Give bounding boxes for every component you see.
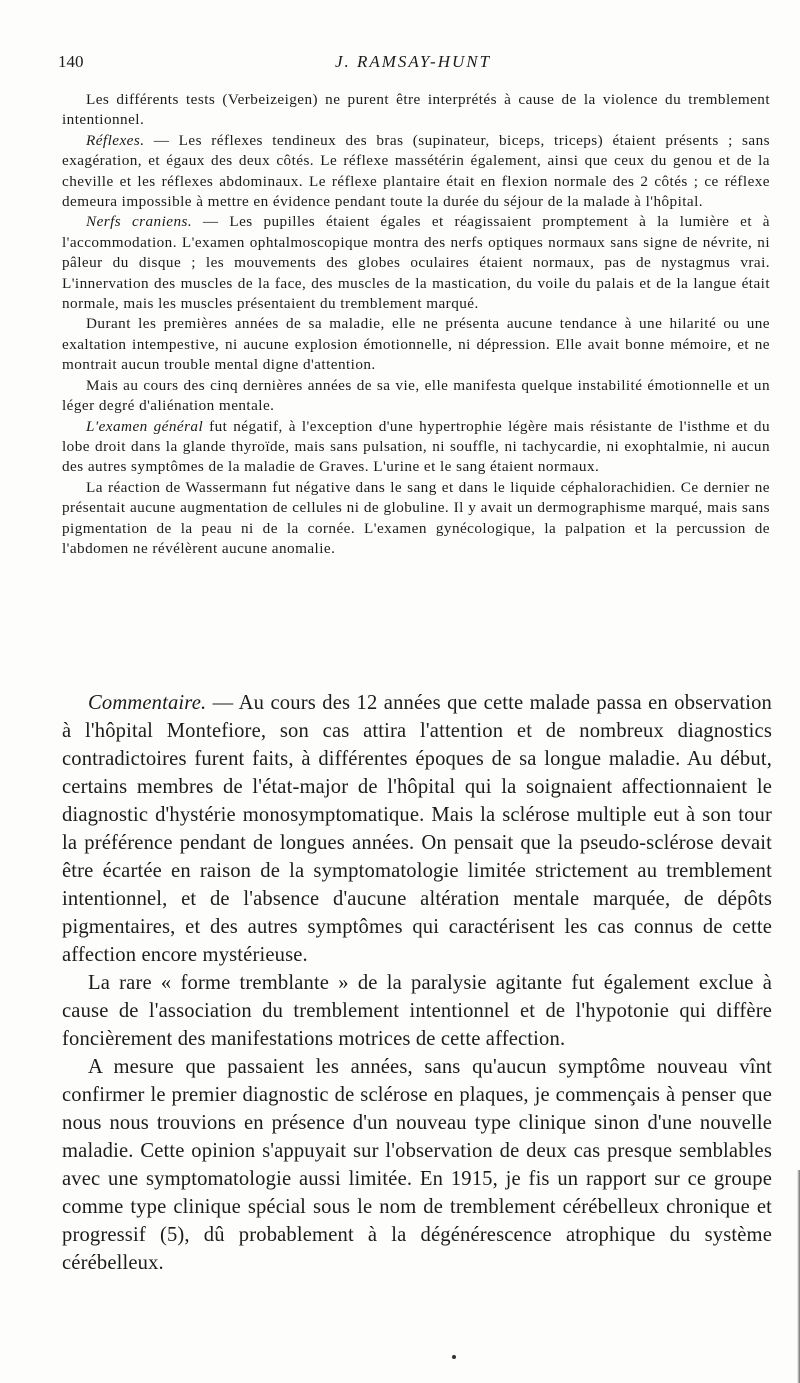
paragraph-early-years: Durant les premières années de sa maladie, elle ne présenta aucune tendance à une hilarité ou une exaltation intempestive, ni aucune explosion émotionnelle, ni dépression. Elle avait bonne mémoire, et ne montrait aucun trouble mental digne d'attention.	[62, 315, 770, 374]
text-reflexes: — Les réflexes tendineux des bras (supinateur, biceps, triceps) étaient présents ; sans exagération, et égaux des deux côtés. Le réflexe massétérin également, ainsi que ceux du genou et de la cheville et les réflexes abdominaux. Le réflexe plantaire était en flexion normale des 2 côtés ; ce réflexe demeura impossible à mettre en évidence pendant toute la durée du séjour de la malade à l'hôpital.	[62, 131, 770, 211]
paragraph-general-exam	[62, 417, 770, 478]
text-commentary: — Au cours des 12 années que cette malade passa en observation à l'hôpital Montefiore, son cas attira l'attention et de nombreux diagnostics contradictoires furent faits, à différentes époques de sa longue maladie. Au début, certains membres de l'état-major de l'hôpital qui la soignaient affectionnaient le diagnostic d'hystérie monosymptomatique. Mais la sclérose multiple eut à son tour la préférence pendant de longues années. On pensait que la pseudo-sclérose devait être écartée en raison de la symptomatologie limitée strictement au tremblement intentionnel, et de l'absence d'aucune altération mentale marquée, de dépôts pigmentaires, et des autres symptômes qui caractérisent les cas connus de cette affection encore mystérieuse.	[62, 692, 772, 966]
paragraph-tests: Les différents tests (Verbeizeigen) ne purent être interprétés à cause de la violence du tremblement intentionnel.	[62, 91, 770, 129]
paragraph-last-years: Mais au cours des cinq dernières années de sa vie, elle manifesta quelque instabilité émotionnelle et un léger degré d'aliénation mentale.	[62, 376, 770, 415]
page-header	[58, 52, 768, 76]
heading-general-exam: L'examen général	[86, 417, 204, 435]
page-number: 140	[58, 52, 84, 71]
commentary-section	[62, 689, 772, 1277]
text-general-exam: fut négatif, à l'exception d'une hypertrophie légère mais résistante de l'isthme et du lobe droit dans la glande thyroïde, mais sans pulsation, ni souffle, ni tachycardie, ni exophtalmie, ni aucun des autres symptômes de la maladie de Graves. L'urine et le sang étaient normaux.	[62, 417, 770, 476]
heading-commentary: Commentaire.	[88, 692, 207, 714]
heading-reflexes: Réflexes.	[86, 131, 145, 149]
paragraph-wassermann: La réaction de Wassermann fut négative dans le sang et dans le liquide céphalorachidien. Ce dernier ne présentait aucune augmentation de cellules ni de globuline. Il y avait un dermographisme marqué, mais sans pigmentation de la peau ni de la cornée. L'examen gynécologique, la palpation et la percussion de l'abdomen ne révélèrent aucune anomalie.	[62, 478, 770, 557]
running-head: J. RAMSAY-HUNT	[334, 52, 492, 71]
heading-cranial-nerves: Nerfs craniens.	[86, 213, 193, 231]
paragraph-tremulous-form: La rare « forme tremblante » de la paralysie agitante fut également exclue à cause de l'association du tremblement intentionnel et de l'hypotonie qui diffère foncièrement des manifestations motrices de cette affection.	[62, 972, 772, 1050]
paragraph-reflexes	[62, 131, 770, 213]
paragraph-new-type: A mesure que passaient les années, sans qu'aucun symptôme nouveau vînt confirmer le premier diagnostic de sclérose en plaques, je commençais à penser que nous nous trouvions en présence d'un nouveau type clinique sinon d'une nouvelle maladie. Cette opinion s'appuyait sur l'observation de deux cas presque semblables avec une symptomatologie aussi limitée. En 1915, je fis un rapport sur ce groupe comme type clinique spécial sous le nom de tremblement cérébelleux chronique et progressif (5), dû probablement à la dégénérescence atrophique du système cérébelleux.	[62, 1056, 772, 1274]
paragraph-cranial-nerves	[62, 212, 770, 314]
case-observation	[62, 90, 770, 559]
text-cranial-nerves: — Les pupilles étaient égales et réagissaient promptement à la lumière et à l'accommodation. L'examen ophtalmoscopique montra des nerfs optiques normaux sans signe de névrite, ni pâleur du disque ; les mouvements des globes oculaires étaient normaux, pas de nystagmus vrai. L'innervation des muscles de la face, des muscles de la mastication, du voile du palais et de la langue était normale, mais les muscles présentaient du tremblement marqué.	[62, 213, 770, 313]
paragraph-commentary	[62, 689, 772, 969]
scan-speck	[452, 1355, 456, 1359]
